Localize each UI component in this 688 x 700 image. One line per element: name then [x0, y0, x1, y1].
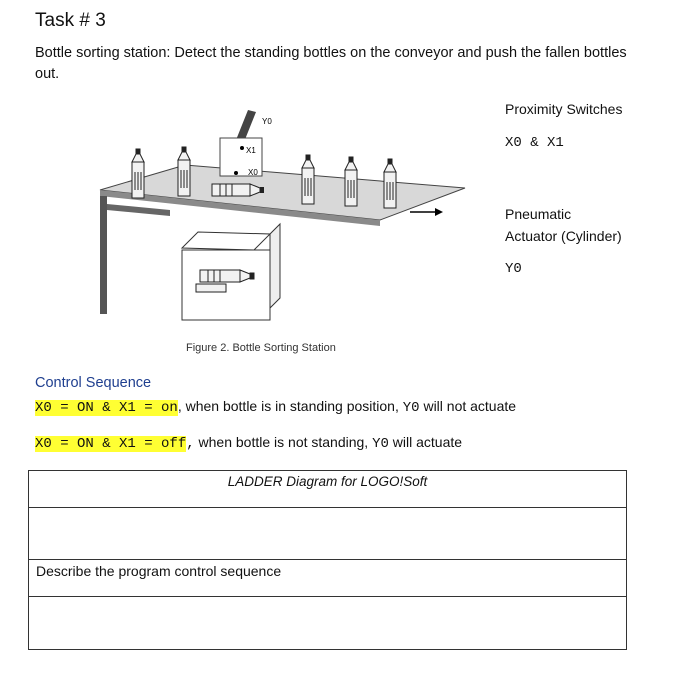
standing-bottle: [132, 149, 144, 198]
label-x0: X0: [248, 168, 258, 177]
sequence-line-2: [35, 434, 462, 452]
standing-bottle: [302, 155, 314, 204]
sequence-line-1: [35, 398, 516, 416]
describe-label: Describe the program control sequence: [36, 563, 282, 579]
task-title: Task # 3: [35, 10, 106, 31]
standing-bottle: [178, 147, 190, 196]
standing-bottle: [384, 159, 396, 208]
ladder-diagram-header: [28, 470, 627, 508]
proximity-label: Proximity Switches: [505, 101, 623, 117]
bottle-sorting-figure: [90, 100, 480, 330]
describe-answer-area[interactable]: [28, 596, 627, 650]
conveyor-arrow-head: [435, 208, 443, 216]
sensor-x1: [240, 146, 244, 150]
sequence-line-1-y0: Y0: [402, 400, 420, 416]
describe-header: [28, 559, 627, 597]
sequence-line-1-end: will not actuate: [419, 398, 517, 414]
label-y0: Y0: [262, 117, 272, 126]
ladder-diagram-area[interactable]: [28, 507, 627, 560]
ladder-diagram-title: LADDER Diagram for LOGO!Soft: [227, 474, 428, 489]
actuator-value: Y0: [505, 261, 522, 277]
table-brace: [107, 204, 170, 216]
sequence-line-2-text: when bottle is not standing,: [194, 434, 373, 450]
control-sequence-title: Control Sequence: [35, 375, 152, 391]
actuator-label-1: Pneumatic: [505, 206, 572, 222]
reject-box: [182, 224, 280, 320]
sequence-line-2-y0: Y0: [372, 436, 389, 452]
sequence-line-2-end: will actuate: [388, 434, 463, 450]
table-leg: [100, 196, 107, 314]
actuator-label-2: Actuator (Cylinder): [505, 228, 622, 244]
sequence-line-2-comma: ,: [186, 436, 195, 452]
figure-caption: Figure 2. Bottle Sorting Station: [186, 342, 336, 354]
label-x1: X1: [246, 146, 256, 155]
sequence-line-1-text: , when bottle is in standing position,: [177, 398, 403, 414]
intro-text: Bottle sorting station: Detect the standing bottles on the conveyor and push the fallen bottles out.: [35, 45, 627, 82]
standing-bottle: [345, 157, 357, 206]
proximity-value: X0 & X1: [505, 135, 564, 151]
sequence-line-2-code: X0 = ON & X1 = off: [35, 436, 187, 452]
sequence-line-1-code: X0 = ON & X1 = on: [35, 400, 178, 416]
sensor-x0: [234, 171, 238, 175]
